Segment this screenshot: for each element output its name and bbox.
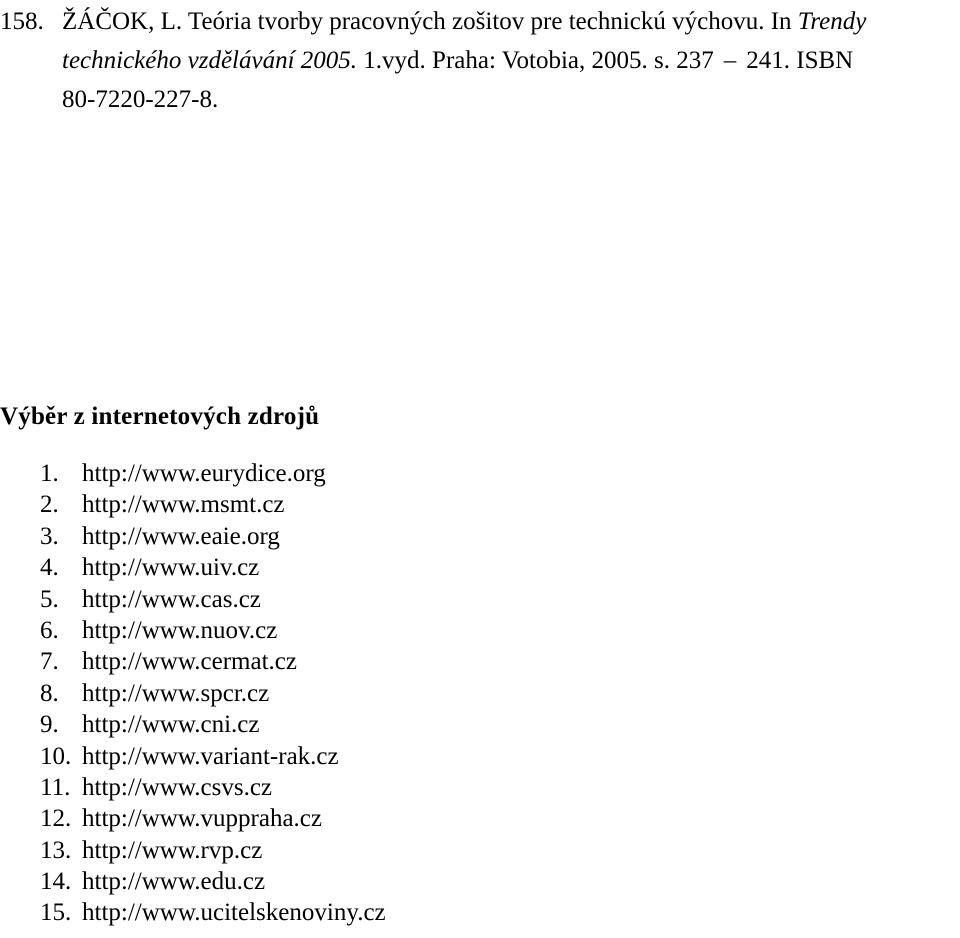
source-url: http://www.rvp.cz: [82, 836, 263, 864]
list-item: [40, 552, 386, 583]
source-url: http://www.vuppraha.cz: [82, 805, 322, 833]
source-url: http://www.edu.cz: [82, 868, 266, 896]
reference-publication-details: 1.vyd. Praha: Votobia, 2005. s. 237: [357, 47, 714, 74]
source-url: http://www.uiv.cz: [82, 554, 260, 582]
reference-proceedings-title-part2: technického vzdělávání 2005.: [62, 47, 358, 74]
source-url: http://www.eurydice.org: [82, 460, 326, 487]
reference-isbn-number: 80-7220-227-8.: [62, 86, 219, 113]
list-item-number: 10.: [40, 742, 72, 770]
list-item-number: 14.: [40, 868, 72, 896]
source-url: http://www.variant-rak.cz: [82, 742, 339, 770]
list-item: [40, 615, 386, 646]
list-item: [40, 835, 386, 866]
reference-line-3: [0, 80, 960, 119]
source-url: http://www.cas.cz: [82, 585, 261, 613]
list-item-number: 3.: [40, 522, 59, 550]
source-url: http://www.spcr.cz: [82, 679, 270, 707]
list-item: [40, 646, 386, 677]
list-item-number: 12.: [40, 805, 72, 833]
list-item-number: 5.: [40, 585, 59, 613]
list-item: [40, 709, 386, 740]
list-item-number: 15.: [40, 899, 72, 927]
section-heading-internet-sources: Výběr z internetových zdrojů: [0, 403, 320, 430]
list-item: [40, 803, 386, 834]
list-item-number: 13.: [40, 836, 72, 864]
list-item: [40, 489, 386, 520]
source-url: http://www.nuov.cz: [82, 616, 278, 644]
source-url: http://www.csvs.cz: [82, 773, 273, 801]
internet-sources-list: [40, 458, 386, 929]
list-item-number: 8.: [40, 679, 59, 707]
list-item: [40, 678, 386, 709]
list-item-number: 1.: [40, 460, 59, 487]
reference-number: 158.: [0, 8, 44, 35]
source-url: http://www.ucitelskenoviny.cz: [82, 899, 386, 927]
reference-entry-158: [0, 2, 960, 119]
list-item-number: 2.: [40, 491, 59, 519]
reference-isbn-label: 241. ISBN: [746, 47, 854, 74]
list-item: [40, 521, 386, 552]
source-url: http://www.eaie.org: [82, 522, 280, 550]
source-url: http://www.msmt.cz: [82, 491, 285, 519]
list-item: [40, 741, 386, 772]
reference-line-1: [0, 2, 960, 41]
list-item: [40, 458, 386, 489]
reference-line-2: [0, 41, 960, 80]
reference-proceedings-title-part1: Trendy: [797, 8, 867, 35]
list-item: [40, 897, 386, 928]
list-item: [40, 772, 386, 803]
list-item-number: 7.: [40, 648, 59, 676]
list-item: [40, 584, 386, 615]
reference-page-range-dash: –: [723, 47, 737, 74]
list-item-number: 4.: [40, 554, 59, 582]
source-url: http://www.cni.cz: [82, 711, 260, 739]
list-item: [40, 866, 386, 897]
list-item-number: 11.: [40, 773, 71, 801]
list-item-number: 9.: [40, 711, 59, 739]
list-item-number: 6.: [40, 616, 59, 644]
source-url: http://www.cermat.cz: [82, 648, 297, 676]
reference-authors-title: ŽÁČOK, L. Teória tvorby pracovných zošitov pre technickú výchovu. In: [62, 8, 798, 35]
